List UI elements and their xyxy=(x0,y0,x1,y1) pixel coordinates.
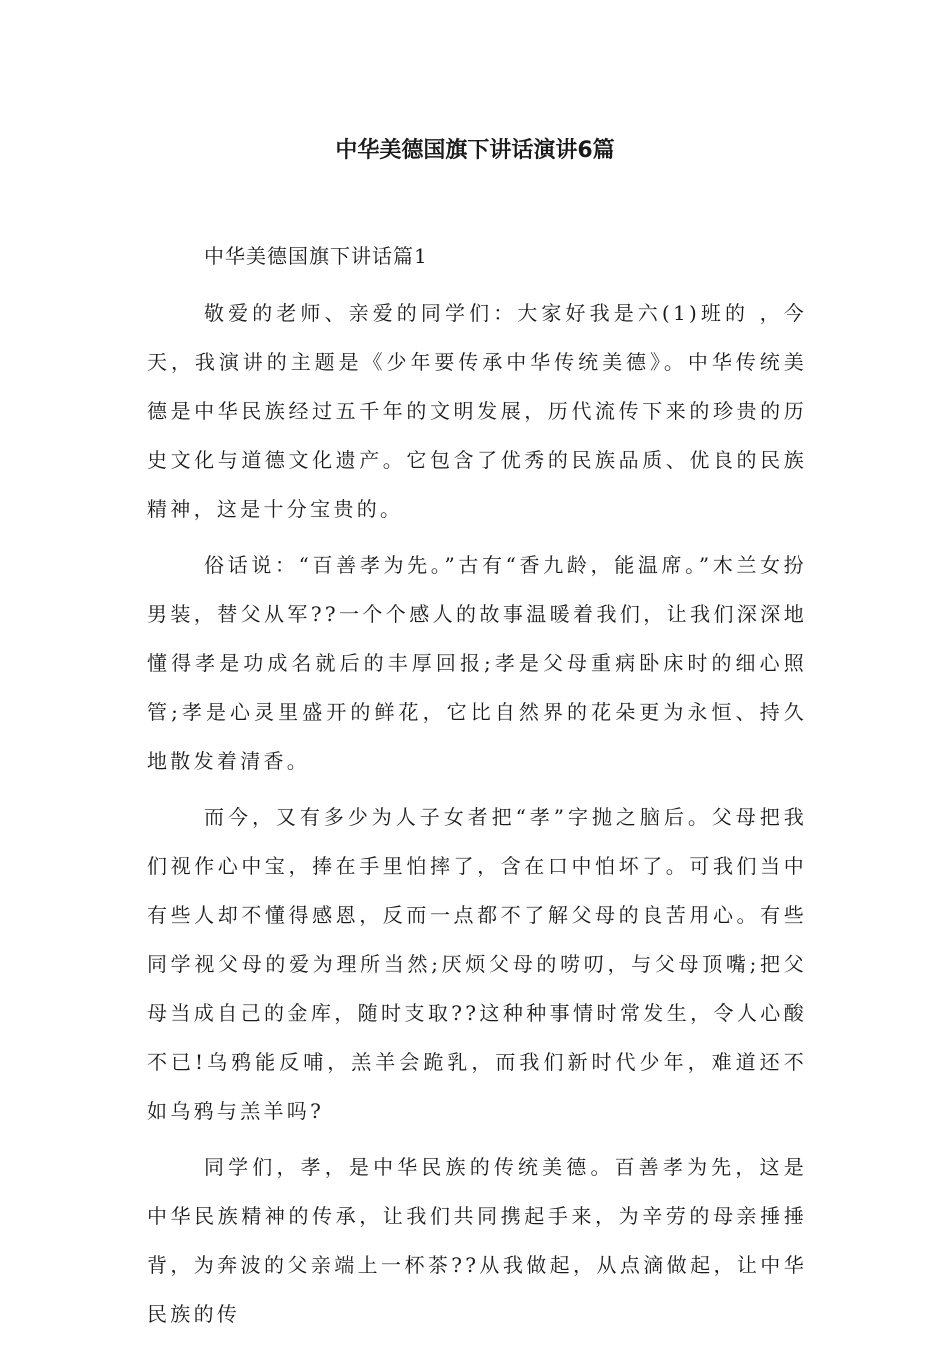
document-title: 中华美德国旗下讲话演讲6篇 xyxy=(335,138,615,163)
paragraph: 敬爱的老师、亲爱的同学们：大家好我是六(1)班的 ，今天，我演讲的主题是《少年要传承中华传统美德》。中华传统美德是中华民族经过五千年的文明发展，历代流传下来的珍贵的历史文化与道德文化遗产。它包含了优秀的民族品质、优良的民族精神，这是十分宝贵的。 xyxy=(147,301,807,521)
paragraph: 同学们，孝，是中华民族的传统美德。百善孝为先，这是中华民族精神的传承，让我们共同携起手来，为辛劳的母亲捶捶背，为奔波的父亲端上一杯茶??从我做起，从点滴做起，让中华民族的传 xyxy=(147,1155,807,1326)
paragraph: 而今，又有多少为人子女者把“孝”字抛之脑后。父母把我们视作心中宝，捧在手里怕摔了，含在口中怕坏了。可我们当中有些人却不懂得感恩，反而一点都不了解父母的良苦用心。有些同学视父母的爱为理所当然;厌烦父母的唠叨，与父母顶嘴;把父母当成自己的金库，随时支取??这种种事情时常发生，令人心酸不已!乌鸦能反哺，羔羊会跪乳，而我们新时代少年，难道还不如乌鸦与羔羊吗? xyxy=(147,805,807,1123)
section-heading: 中华美德国旗下讲话篇1 xyxy=(204,244,428,268)
paragraph: 俗话说：“百善孝为先。”古有“香九龄，能温席。”木兰女扮男装，替父从军??一个个感人的故事温暖着我们，让我们深深地懂得孝是功成名就后的丰厚回报;孝是父母重病卧床时的细心照管;孝是心灵里盛开的鲜花，它比自然界的花朵更为永恒、持久地散发着清香。 xyxy=(147,553,807,773)
document-body xyxy=(147,232,807,1346)
